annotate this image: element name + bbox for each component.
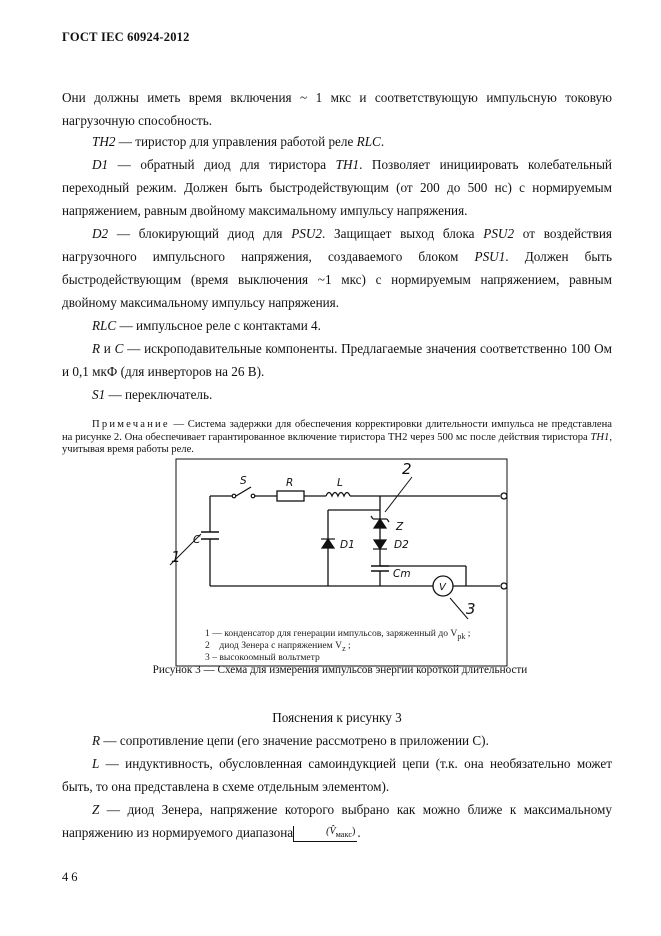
label-r: R [286,477,294,489]
paragraph-z [62,798,612,844]
z-text: — диод Зенера, напряжение которого выбрано как можно ближе к максимальному напряжению из нормируемого диапазона [62,802,612,840]
label-d1: D1 [340,539,355,551]
symbol-rlc-2: RLC [92,318,117,333]
symbol-psu2-b: PSU2 [483,226,515,241]
d1-text-a: — обратный диод для тиристора [108,157,336,172]
z-end: . [357,825,361,840]
label-z: Z [396,521,404,533]
label-cm: Cm [393,568,411,580]
symbol-psu2: PSU2 [291,226,322,241]
th2-text: — тиристор для управления работой реле [115,134,357,149]
d2-text-a: — блокирующий диод для [108,226,292,241]
formula-sub: макс [335,829,353,839]
d1-text-b: . Позволяет инициировать колебательный переходный режим. Должен быть быстродействующим (от 200 до 500 нс) с нормируемым напряжением, равным двойному максимальному импульсу напряжения. [62,157,612,218]
d2-text-b: . Защищает выход блока [322,226,484,241]
section-title: Пояснения к рисунку 3 [272,710,402,725]
label-d2: D2 [394,539,409,551]
d2-text-c: от воздействия нагрузочного импульсного напряжения, создаваемого блоком [62,226,612,264]
note-label: Примечание [92,419,170,430]
formula-v: (V̂ [326,825,336,837]
symbol-d1: D1 [92,157,109,172]
symbol-th1: TH1 [335,157,360,172]
rc-text: — искроподавительные компоненты. Предлагаемые значения соответственно 100 Ом и 0,1 мкФ (для инверторов на 26 В). [62,341,612,379]
legend-sub-1: pk [457,631,466,641]
l-text: — индуктивность, обусловленная самоиндукцией цепи (т.к. она необязательно может быть, то она представлена в схеме отдельным элементом). [62,756,612,794]
symbol-d2: D2 [92,226,109,241]
figure-caption: Рисунок 3 — Схема для измерения импульсов энергии короткой длительности [152,664,528,676]
callout-2: 2 [402,460,412,478]
label-c: C [193,534,201,546]
paragraph-r [62,729,612,752]
note-th1: TH1 [590,431,610,443]
paragraph-l [62,752,612,798]
th2-end: . [380,134,385,149]
formula-vmax [293,826,357,842]
r-text: — сопротивление цепи (его значение рассмотрено в приложении С). [100,733,489,748]
symbol-l: L [92,756,100,771]
d2-text-d: . Должен быть быстродействующим (время выключения ~1 мкс) с нормируемым напряжением, равным двойному максимальному импульсу напряжения. [62,249,612,310]
symbol-r-2: R [92,733,101,748]
callout-3: 3 [466,600,476,618]
rc-and: и [100,341,115,356]
paragraph-intro-text: Они должны иметь время включения ~ 1 мкс и соответствующую импульсную токовую нагрузочную способность. [62,90,612,128]
label-l: L [337,477,343,489]
document-header: ГОСТ IEC 60924-2012 [62,30,190,44]
legend-tail-2: ; [345,640,351,651]
symbol-th2: TH2 [92,134,116,149]
legend-text-2: 2 диод Зенера с напряжением V [205,640,343,651]
symbol-r: R [92,341,101,356]
rlc-text: — импульсное реле с контактами 4. [116,318,321,333]
symbol-rlc: RLC [356,134,381,149]
formula-end: ) [352,825,356,837]
legend-text-1: 1 — конденсатор для генерации импульсов, заряженный до V [205,628,458,639]
symbol-c: C [114,341,124,356]
legend-item-3: 3 – высокоомный вольтметр [205,652,320,663]
s1-text: — переключатель. [105,387,213,402]
callout-1: 1 [171,548,181,566]
symbol-z: Z [92,802,100,817]
page-number: 46 [62,870,81,884]
label-s: S [240,475,247,487]
symbol-psu1: PSU1 [474,249,506,264]
note-text-a: — Система задержки для обеспечения корректировки длительности импульса не представлена на рисунке 2. Она обеспечивает гарантированное включение тиристора ТН2 через 500 мс после действия тиристора [62,419,612,443]
legend-tail-1: ; [465,628,471,639]
legend-sub-2: z [342,643,346,653]
note-text-b: , учитывая время работы реле. [62,431,612,455]
symbol-s1: S1 [92,387,106,402]
label-v: V [439,582,446,593]
